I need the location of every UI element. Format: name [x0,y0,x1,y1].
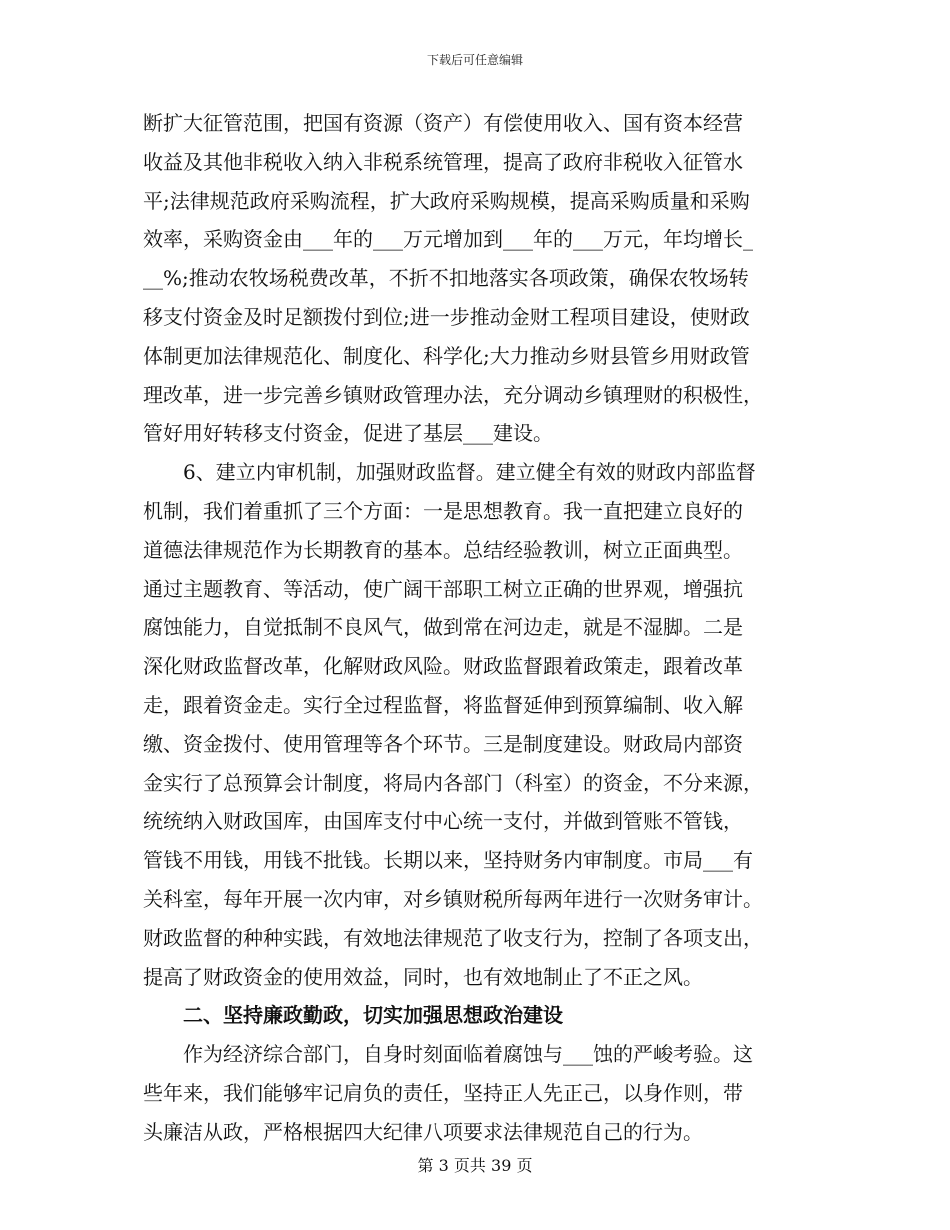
text-line: 体制更加法律规范化、制度化、科学化;大力推动乡财县管乡用财政管 [143,343,750,368]
paragraph-first-line: 作为经济综合部门，自身时刻面临着腐蚀与___蚀的严峻考验。这 [183,1042,753,1067]
text-line: 管钱不用钱，用钱不批钱。长期以来，坚持财务内审制度。市局___有 [143,848,753,873]
text-line: 些年来，我们能够牢记肩负的责任，坚持正人先正己，以身作则，带 [143,1080,743,1105]
footer-prefix: 第 [417,1156,434,1175]
text-line: 效率，采购资金由___年的___万元增加到___年的___万元，年均增长_ [143,227,753,252]
text-line: 管好用好转移支付资金，促进了基层___建设。 [143,421,553,446]
text-line: 平;法律规范政府采购流程，扩大政府采购规模，提高采购质量和采购 [143,188,750,213]
text-line: 统统纳入财政国库，由国库支付中心统一支付，并做到管账不管钱， [143,809,743,834]
text-line: 机制，我们着重抓了三个方面：一是思想教育。我一直把建立良好的 [143,498,743,523]
text-line: 移支付资金及时足额拨付到位;进一步推动金财工程项目建设，使财政 [143,304,750,329]
text-line: 腐蚀能力，自觉抵制不良风气，做到常在河边走，就是不湿脚。二是 [143,615,743,640]
paragraph-first-line: 6、建立内审机制，加强财政监督。建立健全有效的财政内部监督 [183,460,756,485]
footer-middle: 页共 [453,1156,486,1175]
text-line: 深化财政监督改革，化解财政风险。财政监督跟着政策走，跟着改革 [143,654,743,679]
text-line: 头廉洁从政，严格根据四大纪律八项要求法律规范自己的行为。 [143,1119,703,1144]
text-line: 走，跟着资金走。实行全过程监督，将监督延伸到预算编制、收入解 [143,692,743,717]
text-line: 关科室，每年开展一次内审，对乡镇财税所每两年进行一次财务审计。 [143,886,763,911]
text-line: 财政监督的种种实践，有效地法律规范了收支行为，控制了各项支出， [143,925,763,950]
text-line: 断扩大征管范围，把国有资源（资产）有偿使用收入、国有资本经营 [143,111,743,135]
text-line: 金实行了总预算会计制度，将局内各部门（科室）的资金，不分来源， [143,770,763,795]
page-number: 3 [438,1156,449,1175]
text-line: 提高了财政资金的使用效益，同时，也有效地制止了不正之风。 [143,964,703,989]
total-pages: 39 [491,1156,512,1175]
page-header: 下载后可任意编辑 [426,53,523,67]
text-line: 缴、资金拨付、使用管理等各个环节。三是制度建设。财政局内部资 [143,731,743,756]
footer-suffix: 页 [516,1156,533,1175]
section-heading: 二、坚持廉政勤政，切实加强思想政治建设 [183,1003,563,1028]
page-footer [0,1156,950,1176]
document-body [143,104,811,1152]
text-line: 理改革，进一步完善乡镇财政管理办法，充分调动乡镇理财的积极性， [143,382,763,407]
text-line: __%;推动农牧场税费改革，不折不扣地落实各项政策，确保农牧场转 [143,266,749,291]
text-line: 收益及其他非税收入纳入非税系统管理，提高了政府非税收入征管水 [143,149,743,174]
text-line: 道德法律规范作为长期教育的基本。总结经验教训，树立正面典型。 [143,537,743,562]
text-line: 通过主题教育、等活动，使广阔干部职工树立正确的世界观，增强抗 [143,576,743,601]
